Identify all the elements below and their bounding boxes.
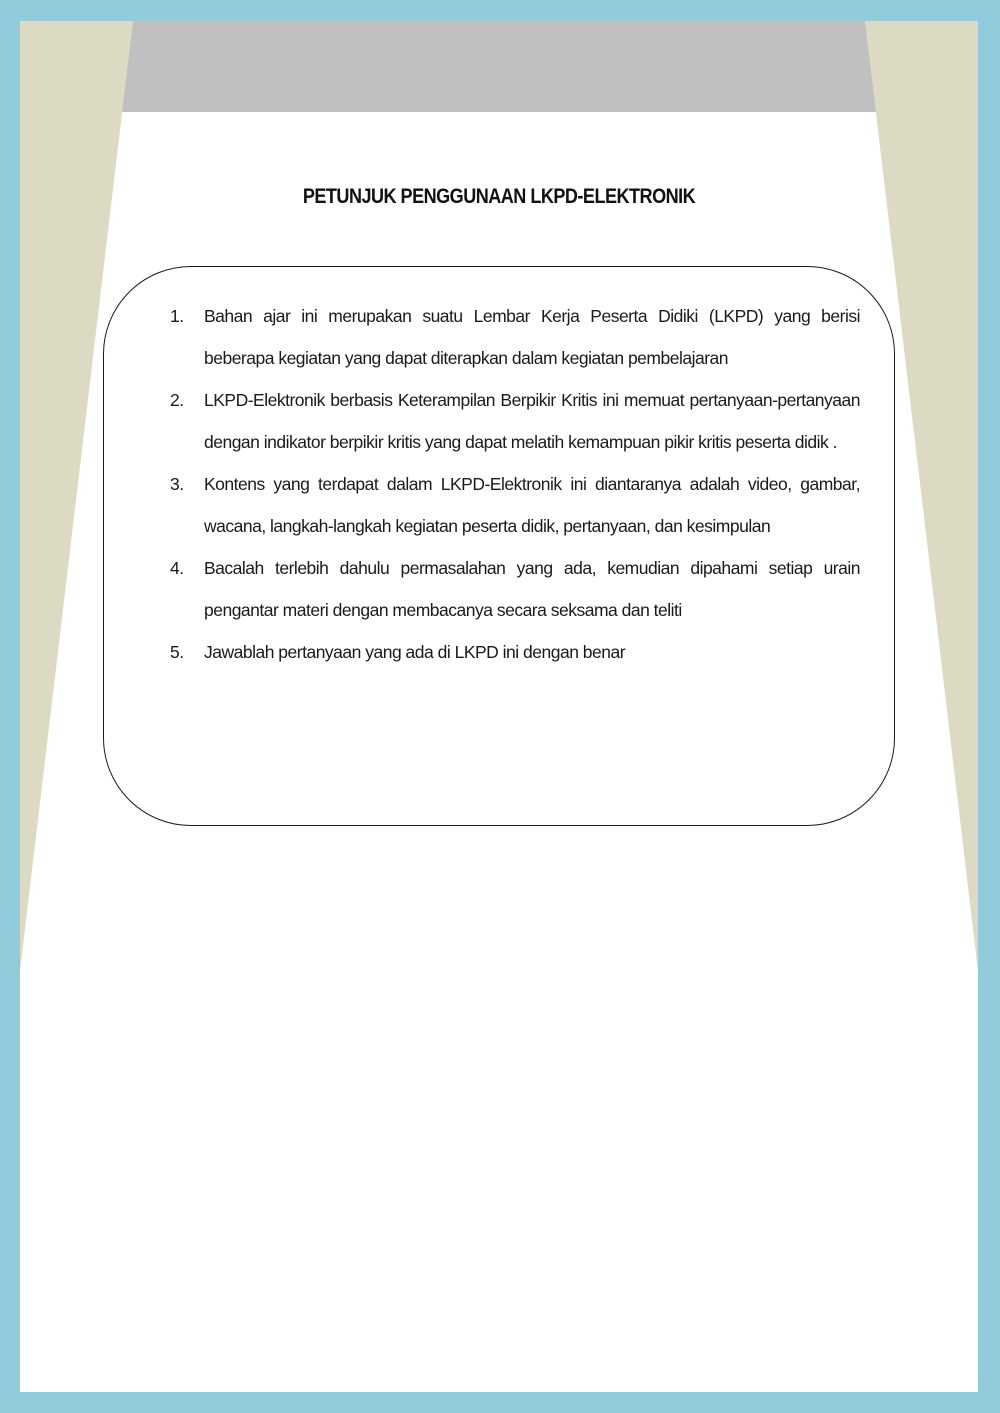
item-number: 1. (170, 306, 184, 326)
list-item (170, 547, 860, 631)
item-number: 4. (170, 558, 184, 578)
page-title: PETUNJUK PENGGUNAAN LKPD-ELEKTRONIK (302, 185, 696, 208)
item-text: Bahan ajar ini merupakan suatu Lembar Kerja Peserta Didiki (LKPD) yang berisi beberapa kegiatan yang dapat diterapkan dalam kegiatan pembelajaran (204, 306, 860, 368)
item-number: 5. (170, 642, 184, 662)
list-item (170, 463, 860, 547)
header-band (122, 21, 876, 112)
item-number: 3. (170, 474, 184, 494)
list-item (170, 379, 860, 463)
item-text: Kontens yang terdapat dalam LKPD-Elektronik ini diantaranya adalah video, gambar, wacana, langkah-langkah kegiatan peserta didik, pertanyaan, dan kesimpulan (204, 474, 860, 536)
item-text: Jawablah pertanyaan yang ada di LKPD ini dengan benar (204, 642, 626, 662)
list-item (170, 631, 860, 673)
item-text: LKPD-Elektronik berbasis Keterampilan Berpikir Kritis ini memuat pertanyaan-pertanyaan dengan indikator berpikir kritis yang dapat melatih kemampuan pikir kritis peserta didik . (204, 390, 860, 452)
instructions-box (103, 266, 895, 826)
list-item (170, 295, 860, 379)
document-page (20, 21, 978, 1392)
instructions-list (170, 295, 860, 673)
item-text: Bacalah terlebih dahulu permasalahan yang ada, kemudian dipahami setiap urain pengantar materi dengan membacanya secara seksama dan teliti (204, 558, 860, 620)
item-number: 2. (170, 390, 184, 410)
